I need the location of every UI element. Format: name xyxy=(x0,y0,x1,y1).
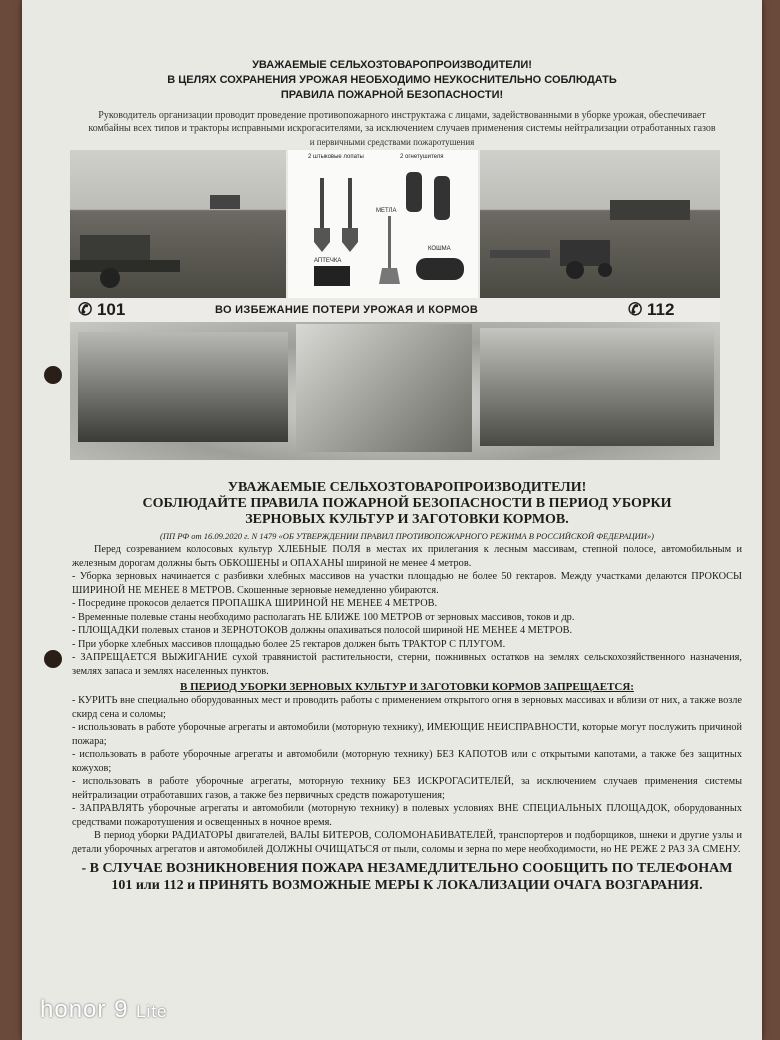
prohibition-item: В период уборки РАДИАТОРЫ двигателей, ВАЛЫ БИТЕРОВ, СОЛОМОНАБИВАТЕЛЕЙ, транспортеров и подборщиков, шнеки и другие узлы и детали уборочных агрегатов и автомобилей ДОЛЖНЫ ОЧИЩАТЬСЯ от пыли, соломы и зерна по мере необходимости, но НЕ РЕЖЕ 2 РАЗ ЗА СМЕНУ. xyxy=(72,830,742,855)
wheat-hand-photo xyxy=(296,324,472,452)
combine-field-photo xyxy=(70,150,286,298)
flyer-paper xyxy=(22,0,762,1040)
broom-label: МЕТЛА xyxy=(376,208,397,214)
slogan: ВО ИЗБЕЖАНИЕ ПОТЕРИ УРОЖАЯ И КОРМОВ xyxy=(215,304,479,316)
watermark-suffix: Lite xyxy=(136,1002,168,1021)
blanket-label: КОШМА xyxy=(428,246,451,252)
fire-equipment-panel xyxy=(288,150,478,298)
burning-combine-photo xyxy=(78,332,288,442)
shovels-label: 2 штыковые лопаты xyxy=(308,154,364,160)
emergency-line: - В СЛУЧАЕ ВОЗНИКНОВЕНИЯ ПОЖАРА НЕЗАМЕДЛИТЕЛЬНО СООБЩИТЬ ПО ТЕЛЕФОНАМ xyxy=(81,861,733,876)
top-heading-line: ПРАВИЛА ПОЖАРНОЙ БЕЗОПАСНОСТИ! xyxy=(280,89,504,101)
prohibition-item: - использовать в работе уборочные агрегаты и автомобили (моторную технику), ИМЕЮЩИЕ НЕИСПРАВНОСТИ, которые могут послужить причиной пожара; xyxy=(72,722,742,747)
emergency-line: 101 или 112 и ПРИНЯТЬ ВОЗМОЖНЫЕ МЕРЫ К ЛОКАЛИЗАЦИИ ОЧАГА ВОЗГАРАНИЯ. xyxy=(111,878,703,893)
section-heading: СОБЛЮДАЙТЕ ПРАВИЛА ПОЖАРНОЙ БЕЗОПАСНОСТИ В ПЕРИОД УБОРКИ xyxy=(142,496,672,511)
banner xyxy=(70,150,720,460)
top-heading-line: В ЦЕЛЯХ СОХРАНЕНИЯ УРОЖАЯ НЕОБХОДИМО НЕУКОСНИТЕЛЬНО СОБЛЮДАТЬ xyxy=(167,74,617,86)
slogan-bar xyxy=(70,298,720,322)
punch-hole xyxy=(44,650,62,668)
rule-paragraph: - Уборка зерновых начинается с разбивки хлебных массивов на участки площадью не более 50 гектаров. Между участками делаются ПРОКОСЫ ШИРИНОЙ НЕ МЕНЕЕ 8 МЕТРОВ. Скошенные зерновые немедленно убираются. xyxy=(72,571,742,596)
rule-paragraph: - При уборке хлебных массивов площадью более 25 гектаров должен быть ТРАКТОР С ПЛУГОМ. xyxy=(72,638,506,650)
fire-extinguisher-icon xyxy=(406,172,450,220)
decree-reference: (ПП РФ от 16.09.2020 г. N 1479 «ОБ УТВЕРЖДЕНИИ ПРАВИЛ ПРОТИВОПОЖАРНОГО РЕЖИМА В РОССИЙСКОЙ ФЕДЕРАЦИИ») xyxy=(160,531,654,541)
phone-112: ✆ 112 xyxy=(628,300,675,319)
punch-hole xyxy=(44,366,62,384)
first-aid-icon xyxy=(314,266,350,286)
phone-101: ✆ 101 xyxy=(78,300,126,319)
section-heading: УВАЖАЕМЫЕ СЕЛЬХОЗТОВАРОПРОИЗВОДИТЕЛИ! xyxy=(227,480,587,495)
watermark-model: 9 xyxy=(114,996,129,1023)
combine-icon xyxy=(70,150,286,298)
shovel-icon xyxy=(342,178,358,252)
broom-icon xyxy=(379,216,400,284)
rule-paragraph: - ПЛОЩАДКИ полевых станов и ЗЕРНОТОКОВ должны опахиваться полосой шириной НЕ МЕНЕЕ 4 МЕТРОВ. xyxy=(72,625,573,636)
rule-paragraph: - ЗАПРЕЩАЕТСЯ ВЫЖИГАНИЕ сухой травянистой растительности, стерни, пожнивных остатков на землях сельскохозяйственного назначения, землях запаса и землях населенных пунктов. xyxy=(72,652,742,677)
prohibition-item: - ЗАПРАВЛЯТЬ уборочные агрегаты и автомобили (моторную технику) в полевых условиях ВНЕ СПЕЦИАЛЬНЫХ ПЛОЩАДОК, оборудованных средствами пожаротушения и освещенных в ночное время. xyxy=(72,803,742,828)
top-heading-line: УВАЖАЕМЫЕ СЕЛЬХОЗТОВАРОПРОИЗВОДИТЕЛИ! xyxy=(252,59,532,71)
camera-watermark xyxy=(40,996,168,1024)
prohibition-item: - использовать в работе уборочные агрегаты, моторную технику БЕЗ ИСКРОГАСИТЕЛЕЙ, за исключением случаев применения системы нейтрализации отработавших газов, а также без первичных средств пожаротушения; xyxy=(72,776,742,801)
fire-photos-swirl xyxy=(70,322,720,460)
blanket-icon xyxy=(416,258,464,280)
shovel-icon xyxy=(314,178,330,252)
regulations-section xyxy=(72,480,742,894)
watermark-brand: honor xyxy=(40,996,107,1023)
section-heading: ЗЕРНОВЫХ КУЛЬТУР И ЗАГОТОВКИ КОРМОВ. xyxy=(245,512,569,527)
prohibition-item: - КУРИТЬ вне специально оборудованных мест и проводить работы с применением открытого огня в зерновых массивах и вблизи от них, а также возле скирд сена и соломы; xyxy=(72,695,742,720)
extinguishers-label: 2 огнетушителя xyxy=(400,154,444,160)
first-aid-label: АПТЕЧКА xyxy=(314,258,342,264)
rule-paragraph: Перед созреванием колосовых культур ХЛЕБНЫЕ ПОЛЯ в местах их прилегания к лесным массивам, степной полосе, автомобильным и железным дорогам должны быть ОБКОШЕНЫ и ОПАХАНЫ шириной не менее 4 метров. xyxy=(72,544,742,569)
tractor-icon xyxy=(480,150,720,298)
rule-paragraph: - Временные полевые станы необходимо располагать НЕ БЛИЖЕ 100 МЕТРОВ от зерновых массивов, токов и др. xyxy=(72,611,575,623)
rule-paragraph: - Посредине прокосов делается ПРОПАШКА ШИРИНОЙ НЕ МЕНЕЕ 4 МЕТРОВ. xyxy=(72,598,438,609)
emergency-instruction xyxy=(72,860,742,894)
top-heading xyxy=(22,58,762,103)
tractors-photo xyxy=(480,150,720,298)
harvester-photo xyxy=(480,328,714,446)
equipment-icons xyxy=(288,150,478,298)
prohibitions-heading: В ПЕРИОД УБОРКИ ЗЕРНОВЫХ КУЛЬТУР И ЗАГОТОВКИ КОРМОВ ЗАПРЕЩАЕТСЯ: xyxy=(180,681,634,693)
top-intro-end: и первичными средствами пожаротушения xyxy=(309,137,475,147)
top-intro: Руководитель организации проводит проведение противопожарного инструктажа с лицами, задействованными в уборке урожая, обеспечивает комбайны всех типов и тракторы исправными искрогасителями, за исключением случаев применения системы нейтрализации отработанных газов xyxy=(88,110,716,134)
prohibition-item: - использовать в работе уборочные агрегаты и автомобили (моторную технику) БЕЗ КАПОТОВ или с открытыми капотами, а также без защитных кожухов; xyxy=(72,749,742,774)
